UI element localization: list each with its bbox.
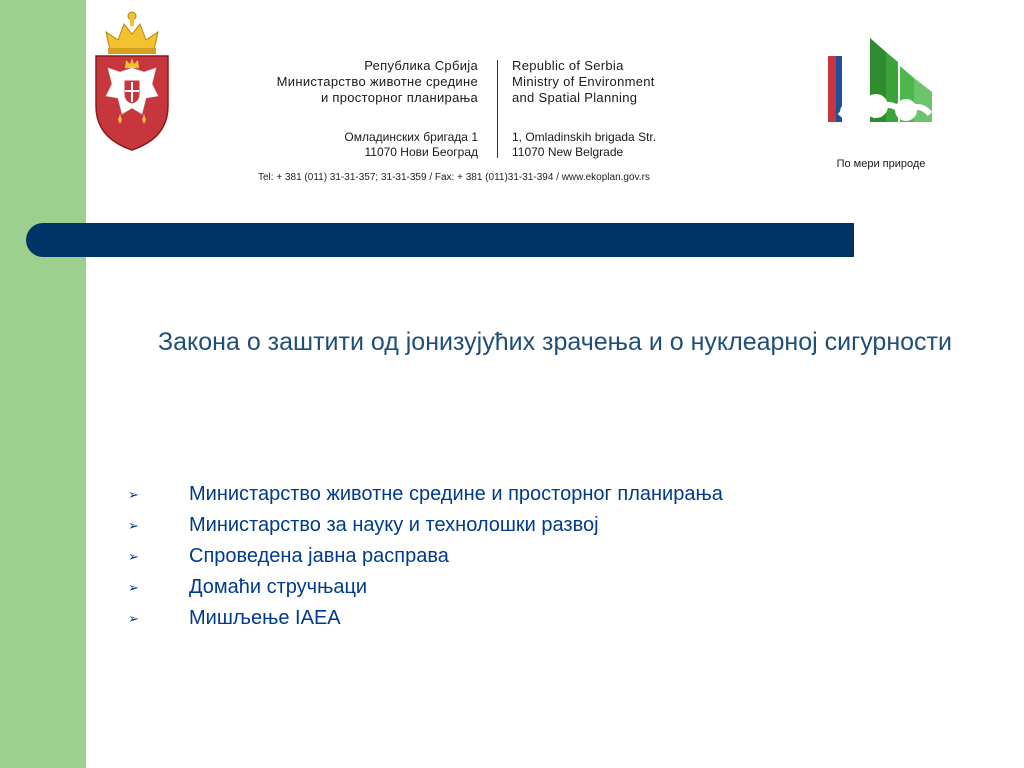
english-name <box>512 58 752 106</box>
sr-line-1: Република Србија <box>364 58 478 73</box>
contact-line: Tel: + 381 (011) 31-31-357; 31-31-359 / Fax: + 381 (011)31-31-394 / www.ekoplan.gov.rs <box>258 172 650 183</box>
arrowhead-bullet-icon: ➢ <box>128 487 139 502</box>
left-decor-strip <box>0 0 86 768</box>
en-addr-1: 1, Omladinskih brigada Str. <box>512 130 657 144</box>
sr-addr-1: Омладинских бригада 1 <box>344 130 478 144</box>
en-line-1: Republic of Serbia <box>512 58 624 73</box>
bullet-text: Министарство за науку и технолошки развој <box>189 514 599 536</box>
bullet-text: Домаћи стручњаци <box>189 576 368 598</box>
slide-title: Закона о заштити од јонизујућих зрачења и о нуклеарној сигурности <box>158 328 952 356</box>
en-line-2: Ministry of Environment <box>512 74 655 89</box>
sr-addr-2: 11070 Нови Београд <box>364 145 478 159</box>
english-address <box>512 130 732 160</box>
arrowhead-bullet-icon: ➢ <box>128 549 139 564</box>
list-item <box>128 541 888 572</box>
arrowhead-bullet-icon: ➢ <box>128 518 139 533</box>
list-item <box>128 603 888 634</box>
serbian-name <box>198 58 478 106</box>
bullet-list <box>128 479 888 634</box>
arrowhead-bullet-icon: ➢ <box>128 580 139 595</box>
en-line-3: and Spatial Planning <box>512 90 638 105</box>
bullet-text: Мишљење IAEA <box>189 607 341 629</box>
bullet-text: Министарство животне средине и просторног планирања <box>189 483 723 505</box>
list-item <box>128 572 888 603</box>
arrowhead-bullet-icon: ➢ <box>128 611 139 626</box>
sr-line-3: и просторног планирања <box>320 90 478 105</box>
bullet-text: Спроведена јавна расправа <box>189 545 449 567</box>
list-item <box>128 510 888 541</box>
sr-line-2: Министарство животне средине <box>276 74 478 89</box>
header-divider <box>497 60 498 158</box>
header-blue-bar <box>26 223 854 257</box>
en-addr-2: 11070 New Belgrade <box>512 145 624 159</box>
list-item <box>128 479 888 510</box>
eco-logo-caption: По мери природе <box>836 158 926 170</box>
po-meri-prirode-logo-icon <box>826 36 936 136</box>
serbia-coat-of-arms-icon <box>92 10 172 152</box>
serbian-address <box>278 130 478 160</box>
